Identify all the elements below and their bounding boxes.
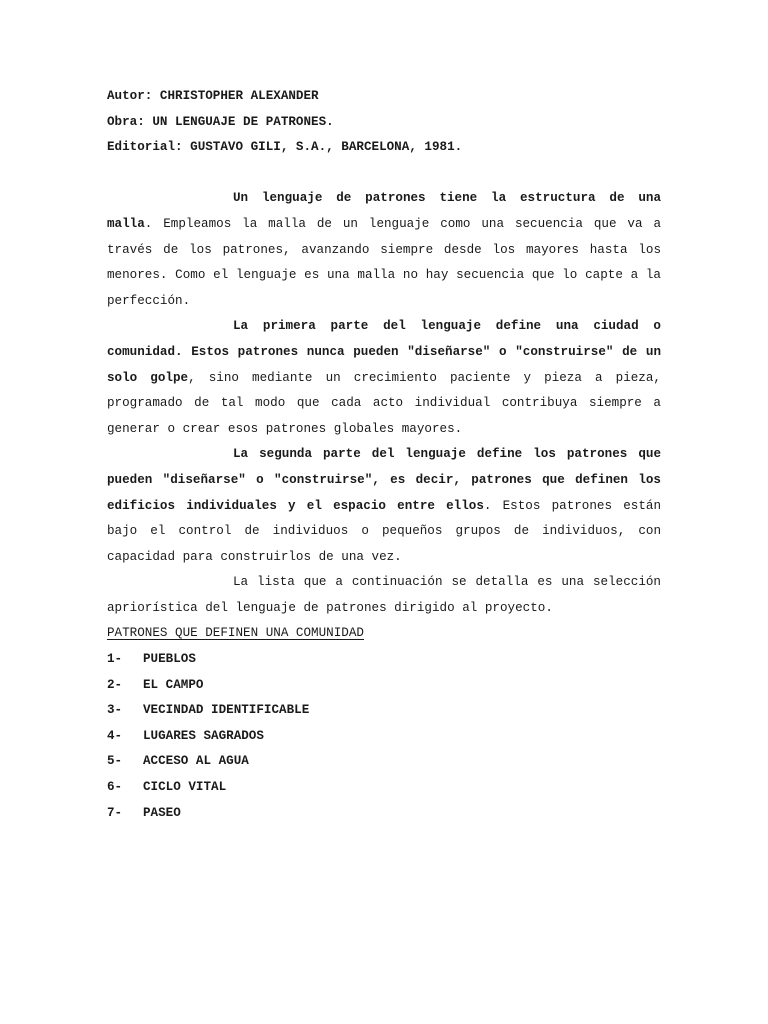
list-item-label: LUGARES SAGRADOS [143, 728, 264, 743]
list-item-number: 6- [107, 780, 123, 795]
list-item [107, 775, 661, 801]
work-title-line: Obra: UN LENGUAJE DE PATRONES. [107, 114, 334, 129]
list-item-number: 7- [107, 805, 123, 820]
list-item [107, 724, 661, 750]
section-heading-row [107, 621, 661, 647]
list-item-number: 3- [107, 703, 123, 718]
list-item-number: 1- [107, 652, 123, 667]
paragraph-2-bold: La primera parte del lenguaje define una ciudad o comunidad. Estos patrones nunca pueden "diseñarse" o "construirse" de un solo golpe [107, 319, 661, 385]
paragraph-4-text: La lista que a continuación se detalla es una selección apriorística del lenguaje de patrones dirigido al proyecto. [107, 575, 661, 615]
publisher-line: Editorial: GUSTAVO GILI, S.A., BARCELONA, 1981. [107, 140, 463, 155]
author-line: Autor: CHRISTOPHER ALEXANDER [107, 89, 319, 103]
list-item-label: VECINDAD IDENTIFICABLE [143, 703, 310, 718]
list-item [107, 801, 661, 827]
paragraph-1-bold: Un lenguaje de patrones tiene la estructura de una malla [107, 191, 661, 231]
list-item-label: PASEO [143, 805, 181, 820]
paragraph-1-text: . Empleamos la malla de un lenguaje como una secuencia que va a través de los patrones, avanzando siempre desde los mayores hasta los menores. Como el lenguaje es una malla no hay secuencia que lo capte a la perfección. [107, 216, 661, 308]
spacer [107, 161, 661, 187]
paragraph-3 [107, 442, 661, 570]
paragraph-2-text: , sino mediante un crecimiento paciente y pieza a pieza, programado de tal modo que cada acto individual contribuya siempre a generar o crear esos patrones globales mayores. [107, 370, 661, 436]
paragraph-3-text: . Estos patrones están bajo el control de individuos o pequeños grupos de individuos, con capacidad para construirlos de una vez. [107, 498, 661, 564]
list-item-label: ACCESO AL AGUA [143, 754, 249, 769]
document-page [107, 84, 661, 826]
paragraph-3-bold: La segunda parte del lenguaje define los patrones que pueden "diseñarse" o "construirse", es decir, patrones que definen los edificios individuales y el espacio entre ellos [107, 447, 661, 513]
list-item-label: EL CAMPO [143, 677, 204, 692]
list-item-number: 5- [107, 754, 123, 769]
list-item-number: 2- [107, 677, 123, 692]
list-item [107, 647, 661, 673]
list-item-label: CICLO VITAL [143, 780, 227, 795]
pattern-list [107, 647, 661, 826]
list-item-label: PUEBLOS [143, 652, 196, 667]
paragraph-1 [107, 186, 661, 314]
list-item [107, 698, 661, 724]
section-title: PATRONES QUE DEFINEN UNA COMUNIDAD [107, 626, 364, 641]
paragraph-2 [107, 314, 661, 442]
list-item [107, 749, 661, 775]
list-item [107, 673, 661, 699]
paragraph-4 [107, 570, 661, 621]
list-item-number: 4- [107, 728, 123, 743]
